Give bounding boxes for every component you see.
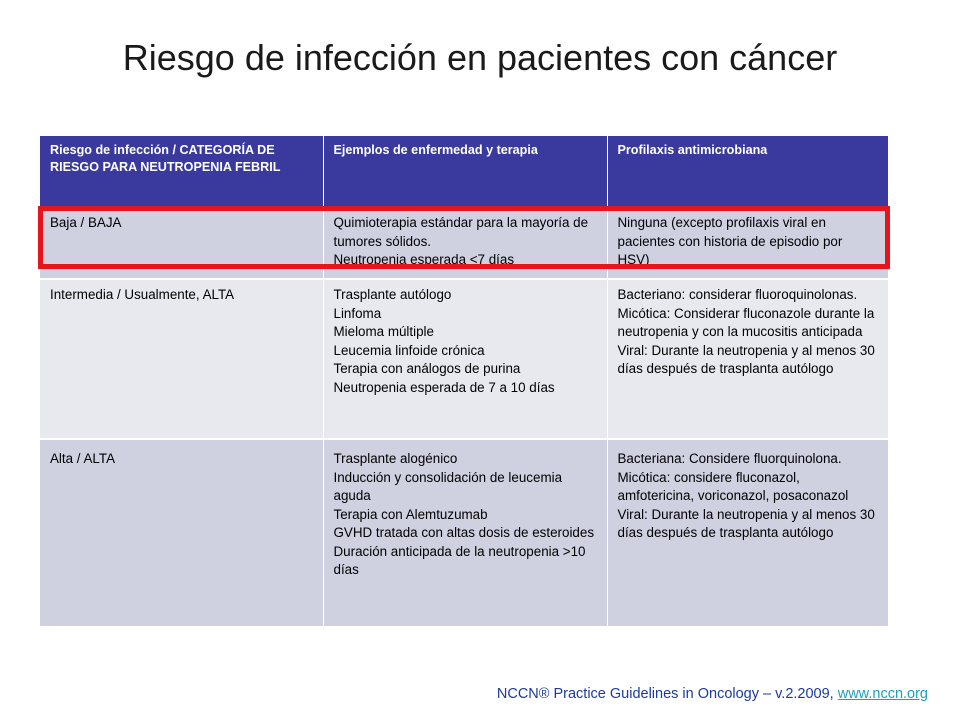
table-row-high [40, 439, 888, 626]
example-line: Neutropenia esperada <7 días [333, 252, 515, 267]
nccn-link[interactable]: www.nccn.org [837, 686, 928, 702]
prophylaxis-list [618, 286, 879, 379]
table-row-intermediate [40, 279, 888, 439]
header-prophylaxis: Profilaxis antimicrobiana [607, 136, 888, 207]
table-row-low [40, 207, 888, 279]
examples-cell [323, 207, 607, 279]
risk-table [40, 136, 888, 626]
example-line: Linfoma [333, 305, 382, 321]
examples-list [334, 214, 597, 270]
risk-cell: Intermedia / Usualmente, ALTA [40, 279, 323, 439]
prophylaxis-line: Ninguna (excepto profilaxis viral en pacientes con historia de episodio por HSV) [617, 215, 843, 267]
prophylaxis-line: Bacteriana: Considere fluorquinolona. [617, 451, 842, 466]
footer-citation [497, 686, 928, 702]
prophylaxis-line: Micótica: considere fluconazol, amfotericina, voriconazol, posaconazol [617, 469, 849, 503]
prophylaxis-cell [607, 279, 888, 439]
prophylaxis-line: Viral: Durante la neutropenia y al menos 30 días después de trasplanta autólogo [617, 506, 875, 540]
slide-title: Riesgo de infección en pacientes con cáncer [122, 37, 838, 78]
prophylaxis-list [618, 214, 879, 270]
header-risk: Riesgo de infección / CATEGORÍA DE RIESGO PARA NEUTROPENIA FEBRIL [40, 136, 323, 207]
example-line: Trasplante alogénico [333, 451, 458, 466]
table-header-row [40, 136, 888, 207]
example-line: Duración anticipada de la neutropenia >10 días [333, 543, 586, 577]
header-examples: Ejemplos de enfermedad y terapia [323, 136, 607, 207]
example-line: Mieloma múltiple [333, 324, 434, 339]
example-line: Quimioterapia estándar para la mayoría de tumores sólidos. [333, 215, 589, 249]
examples-list [334, 450, 597, 580]
risk-cell: Baja / BAJA [40, 207, 323, 279]
prophylaxis-list [618, 450, 879, 543]
prophylaxis-line: Bacteriano: considerar fluoroquinolonas. [617, 287, 858, 302]
examples-cell [323, 439, 607, 626]
prophylaxis-line: Micótica: Considerar fluconazole durante la neutropenia y con la mucositis anticipada [617, 305, 875, 339]
example-line: Terapia con Alemtuzumab [333, 506, 488, 522]
examples-cell [323, 279, 607, 439]
citation-text: NCCN® Practice Guidelines in Oncology – v.2.2009, [496, 686, 838, 702]
example-line: Terapia con análogos de purina [333, 361, 521, 376]
example-line: Leucemia linfoide crónica [333, 342, 485, 358]
prophylaxis-cell [607, 439, 888, 626]
example-line: Neutropenia esperada de 7 a 10 días [333, 379, 555, 395]
example-line: Inducción y consolidación de leucemia aguda [333, 469, 563, 503]
risk-cell: Alta / ALTA [40, 439, 323, 626]
examples-list [334, 286, 597, 397]
example-line: Trasplante autólogo [333, 287, 452, 302]
prophylaxis-line: Viral: Durante la neutropenia y al menos 30 días después de trasplanta autólogo [617, 342, 875, 376]
example-line: GVHD tratada con altas dosis de esteroides [333, 525, 595, 540]
prophylaxis-cell [607, 207, 888, 279]
